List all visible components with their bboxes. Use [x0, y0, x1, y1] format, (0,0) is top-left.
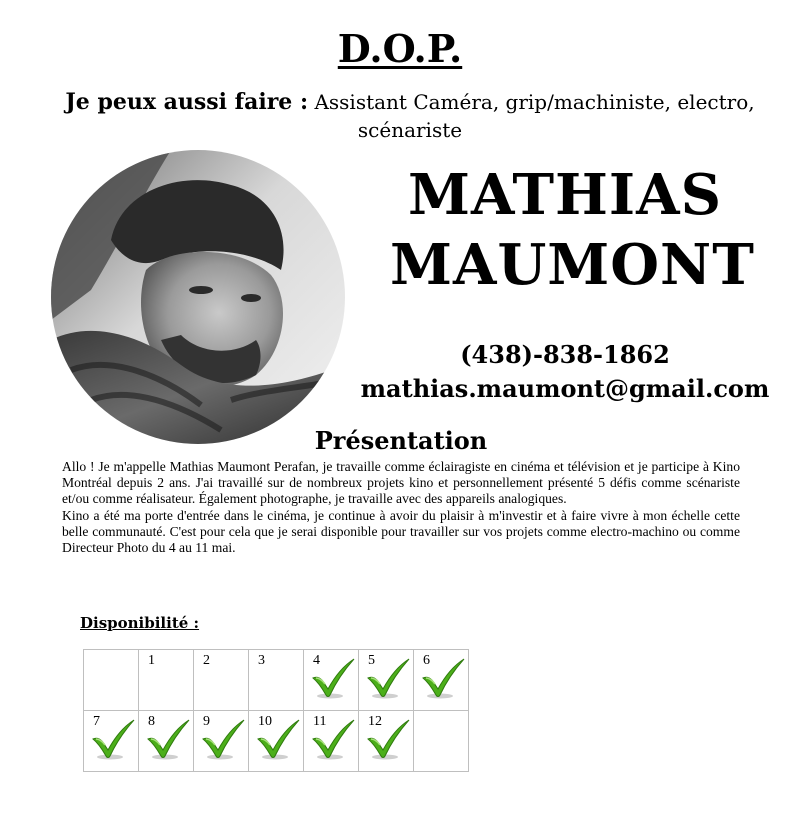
calendar-row	[84, 650, 469, 711]
portrait-image	[51, 150, 345, 444]
calendar-cell	[84, 711, 139, 772]
calendar-cell	[414, 650, 469, 711]
other-roles-label: Je peux aussi faire :	[65, 89, 309, 115]
calendar-day-number: 11	[313, 714, 327, 729]
profile-photo	[51, 150, 345, 444]
calendar-cell	[304, 650, 359, 711]
phone-number: (438)-838-1862	[460, 340, 670, 369]
presentation-title	[0, 426, 800, 455]
calendar-cell	[84, 650, 139, 711]
other-roles-list: Assistant Caméra, grip/machiniste, electro, scénariste	[314, 90, 755, 142]
calendar-cell	[249, 711, 304, 772]
calendar-cell	[304, 711, 359, 772]
calendar-row	[84, 711, 469, 772]
calendar-day-number: 6	[423, 653, 430, 668]
calendar-day-number: 5	[368, 653, 375, 668]
calendar-day-number: 1	[148, 653, 155, 668]
page-title: D.O.P.	[337, 26, 463, 71]
last-name: MAUMONT	[390, 232, 755, 298]
calendar-cell	[359, 650, 414, 711]
calendar-cell	[359, 711, 414, 772]
full-name	[390, 160, 755, 300]
calendar-cell	[249, 650, 304, 711]
other-roles	[40, 88, 780, 144]
calendar-day-number: 2	[203, 653, 210, 668]
calendar-cell	[194, 650, 249, 711]
calendar-cell	[139, 650, 194, 711]
calendar-day-number: 4	[313, 653, 320, 668]
calendar-day-number: 3	[258, 653, 265, 668]
calendar-day-number: 8	[148, 714, 155, 729]
bio-paragraph-2: Kino a été ma porte d'entrée dans le cinéma, je continue à avoir du plaisir à m'investir et à faire vivre à mon échelle cette belle communauté. C'est pour cela que je serai disponible pour travailler sur vos projets comme electro-machino ou comme Directeur Photo du 4 au 11 mai.	[62, 507, 740, 556]
first-name: MATHIAS	[407, 162, 723, 228]
bio-paragraph-1: Allo ! Je m'appelle Mathias Maumont Perafan, je travaille comme éclairagiste en cinéma et télévision et je participe à Kino Montréal depuis 2 ans. J'ai travaillé sur de nombreux projets kino et personnellement présenté 5 défis comme scénariste et/ou comme réalisateur. Également photographe, je travaille avec des appareils analogiques.	[62, 459, 740, 507]
calendar-cell	[139, 711, 194, 772]
email-address: mathias.maumont@gmail.com	[360, 374, 770, 403]
presentation-text	[62, 459, 740, 556]
availability-calendar	[83, 649, 469, 772]
calendar-day-number: 7	[93, 714, 100, 729]
calendar-day-number: 10	[258, 714, 272, 729]
contact-info	[340, 338, 790, 406]
presentation-title-text: Présentation	[314, 426, 488, 455]
calendar-cell	[414, 711, 469, 772]
calendar-day-number: 9	[203, 714, 210, 729]
calendar-cell	[194, 711, 249, 772]
calendar-day-number: 12	[368, 714, 382, 729]
availability-label: Disponibilité :	[80, 614, 200, 632]
